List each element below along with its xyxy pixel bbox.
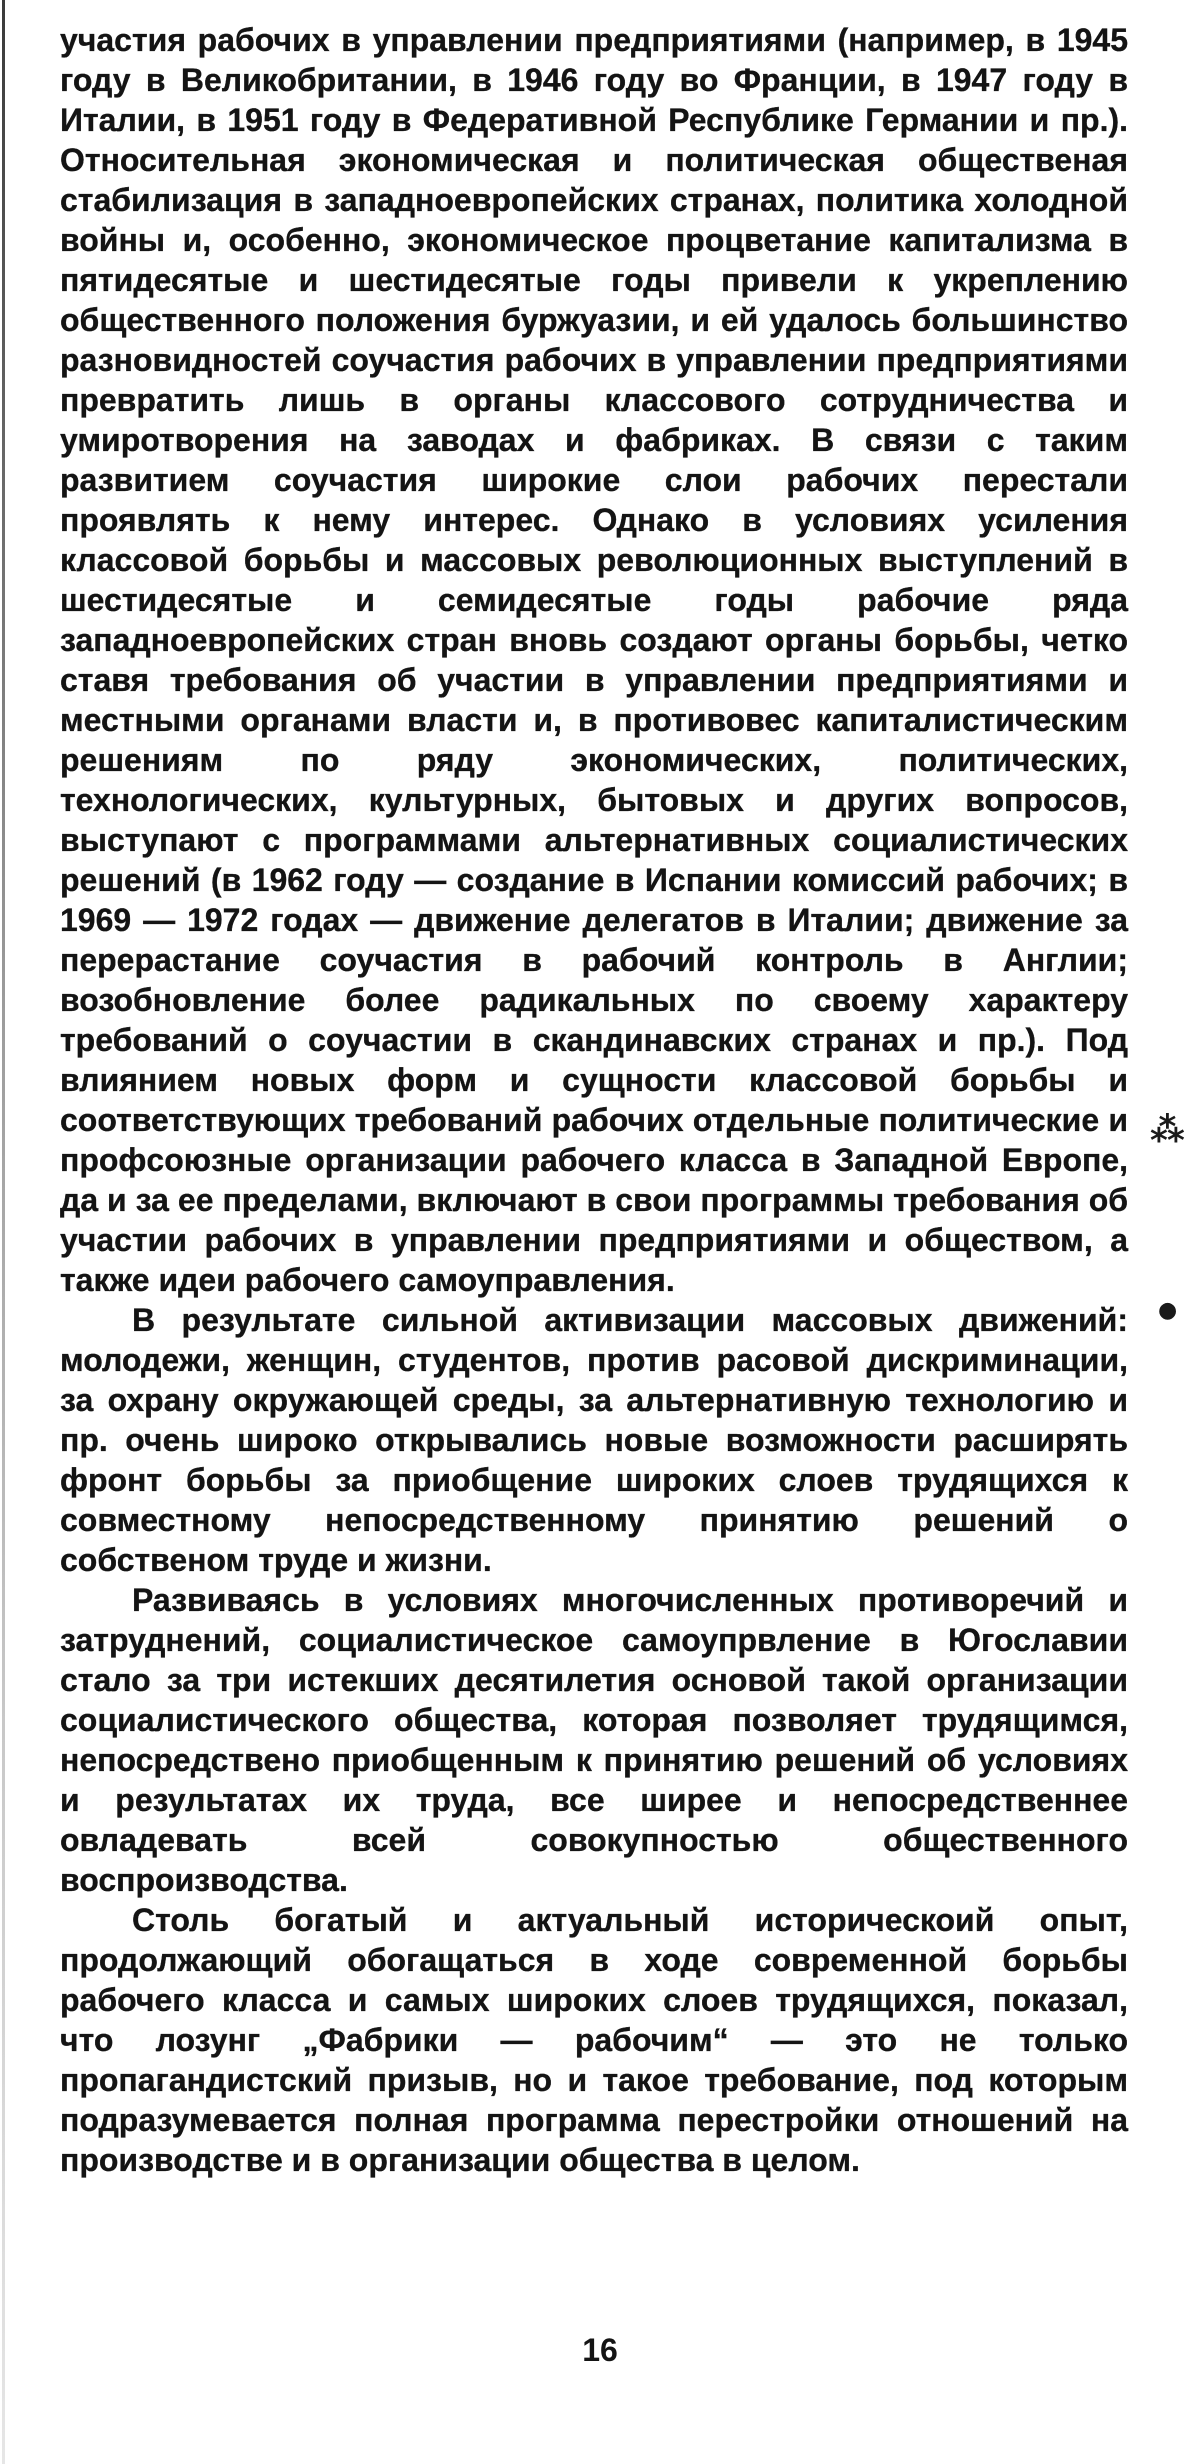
paragraph-conclusion: Столь богатый и актуальный историческоий опыт, продолжающий обогащаться в ходе современной борьбы рабочего класса и самых широких слоев трудящихся, показал, что лозунг „Фабрики — рабочим“ — это не только пропагандистский призыв, но и такое требование, под которым подразумевается полная программа перестройки отношений на производстве и в организации общества в целом.: [60, 1902, 1128, 2178]
body-text: [60, 20, 1128, 2180]
binding-edge-shadow: [2, 0, 5, 2464]
paragraph-yugoslavia: Развиваясь в условиях многочисленных противоречий и затруднений, социалистическое самоупрвление в Югославии стало за три истекших десятилетия основой такой организации социалистического общества, которая позволяет трудящимся, непосредствено приобщенным к принятию решений об условиях и результатах их труда, все ширее и непосредственнее овладевать всей совокупностью общественного воспроизводства.: [60, 1582, 1128, 1898]
paragraph-continued: участия рабочих в управлении предприятиями (например, в 1945 году в Великобритании, в 1946 году во Франции, в 1947 году в Италии, в 1951 году в Федеративной Республике Германии и пр.). Относительная экономическая и политическая общественая стабилизация в западноевропейских странах, политика холодной войны и, особенно, экономическое процветание капитализма в пятидесятые и шестидесятые годы привели к укреплению общественного положения буржуазии, и ей удалось большинство разновидностей соучастия рабочих в управлении предприятиями превратить лишь в органы классового сотрудничества и умиротворения на заводах и фабриках. В связи с таким развитием соучастия широкие слои рабочих перестали проявлять к нему интерес. Однако в условиях усиления классовой борьбы и массовых революционных выступлений в шестидесятые и семидесятые годы рабочие ряда западноевропейских стран вновь создают органы борьбы, четко ставя требования об участии в управлении предприятиями и местными органами власти и, в противовес капиталистическим решениям по ряду экономических, политических, технологических, культурных, бытовых и других вопросов, выступают с программами альтернативных социалистических решений (в 1962 году — создание в Испании комиссий рабочих; в 1969 — 1972 годах — движение делегатов в Италии; движение за перерастание соучастия в рабочий контроль в Англии; возобновление более радикальных по своему характеру требований о соучастии в скандинавских странах и пр.). Под влиянием новых форм и сущности классовой борьбы и соответствующих требований рабочих отдельные политические и профсоюзные организации рабочего класса в Западной Европе, да и за ее пределами, включают в свои программы требования об участии рабочих в управлении предприятиями и обществом, а также идеи рабочего самоуправления.: [60, 22, 1128, 1298]
paragraph-mass-movements: В результате сильной активизации массовых движений: молодежи, женщин, студентов, против расовой дискриминации, за охрану окружающей среды, за альтернативную технологию и пр. очень широко открывались новые возможности расширять фронт борьбы за приобщение широких слоев трудящихся к совместному непосредственному принятию решений о собственом труде и жизни.: [60, 1302, 1128, 1578]
ink-speck-mark: ⁂: [1150, 1110, 1185, 1150]
ink-dot-mark: ●: [1158, 1298, 1178, 1323]
page-number: 16: [582, 2332, 618, 2368]
